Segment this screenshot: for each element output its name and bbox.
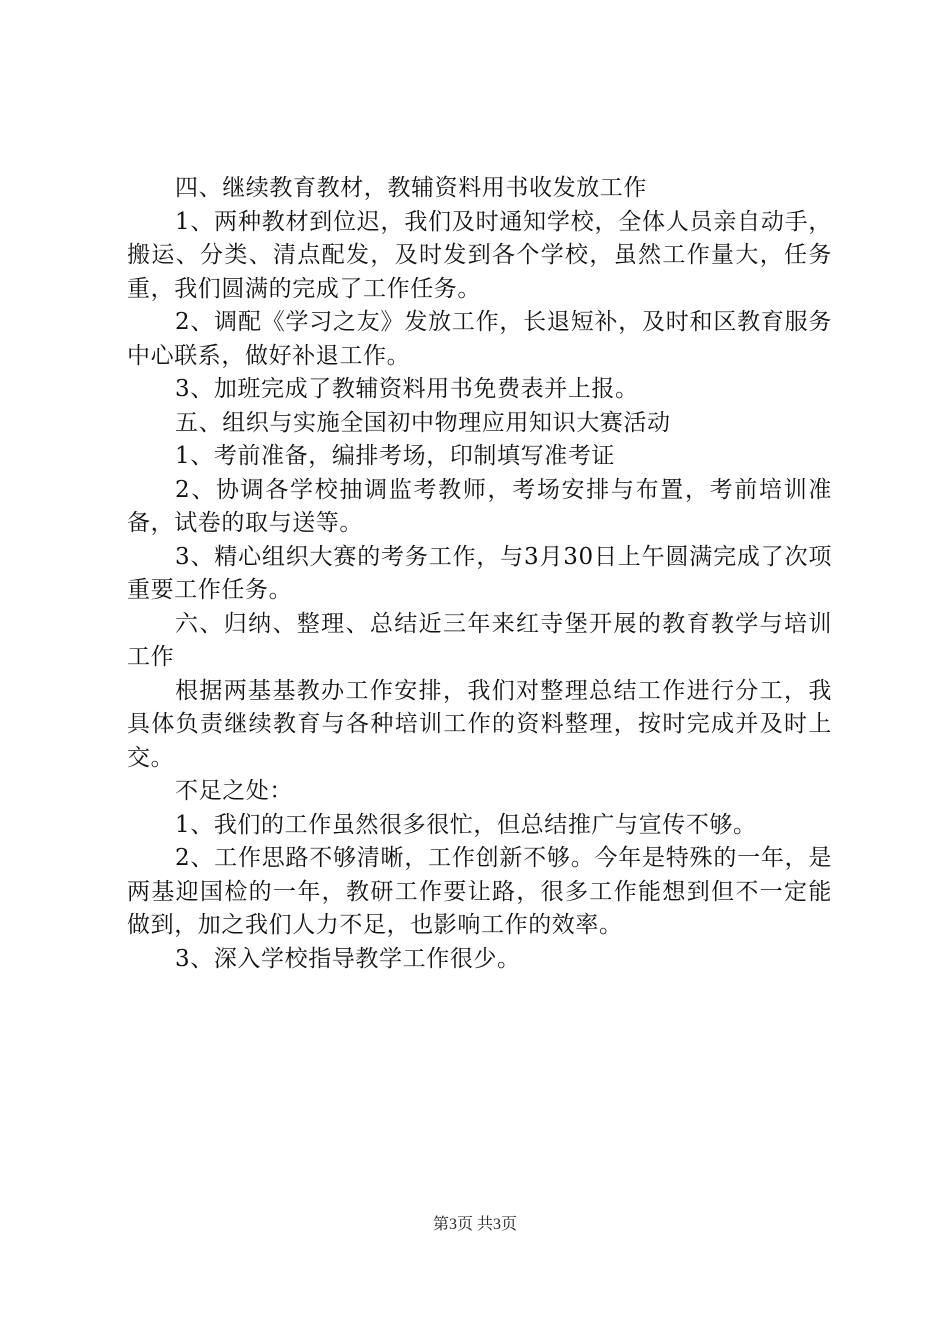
shortcoming-2: 2、工作思路不够清晰，工作创新不够。今年是特殊的一年，是两基迎国检的一年，教研工作要让路，很多工作能想到但不一定能做到，加之我们人力不足，也影响工作的效率。 bbox=[127, 845, 832, 938]
shortcoming-3: 3、深入学校指导教学工作很少。 bbox=[175, 945, 521, 972]
paragraph-5-2: 2、协调各学校抽调监考教师，考场安排与布置，考前培训准备，试卷的取与送等。 bbox=[127, 476, 832, 536]
document-body bbox=[127, 172, 832, 976]
heading-section-5: 五、组织与实施全国初中物理应用知识大赛活动 bbox=[175, 409, 671, 436]
heading-shortcomings: 不足之处： bbox=[175, 778, 293, 804]
page-number: 第3页 共3页 bbox=[432, 1216, 517, 1233]
paragraph-4-2: 2、调配《学习之友》发放工作，长退短补，及时和区教育服务中心联系，做好补退工作。 bbox=[127, 309, 832, 369]
paragraph-6-1: 根据两基基教办工作安排，我们对整理总结工作进行分工，我具体负责继续教育与各种培训工作的资料整理，按时完成并及时上交。 bbox=[127, 677, 832, 771]
paragraph-5-3: 3、精心组织大赛的考务工作，与3月30日上午圆满完成了次项重要工作任务。 bbox=[127, 543, 832, 603]
paragraph-5-1: 1、考前准备，编排考场，印制填写准考证 bbox=[175, 443, 616, 469]
heading-section-6: 六、归纳、整理、总结近三年来红寺堡开展的教育教学与培训工作 bbox=[127, 610, 832, 670]
shortcoming-1: 1、我们的工作虽然很多很忙，但总结推广与宣传不够。 bbox=[175, 811, 757, 838]
page-footer bbox=[0, 1215, 950, 1235]
paragraph-4-1: 1、两种教材到位迟，我们及时通知学校，全体人员亲自动手，搬运、分类、清点配发，及时发到各个学校，虽然工作量大，任务重，我们圆满的完成了工作任务。 bbox=[127, 208, 832, 302]
heading-section-4: 四、继续教育教材，教辅资料用书收发放工作 bbox=[175, 175, 647, 201]
paragraph-4-3: 3、加班完成了教辅资料用书免费表并上报。 bbox=[175, 376, 639, 402]
